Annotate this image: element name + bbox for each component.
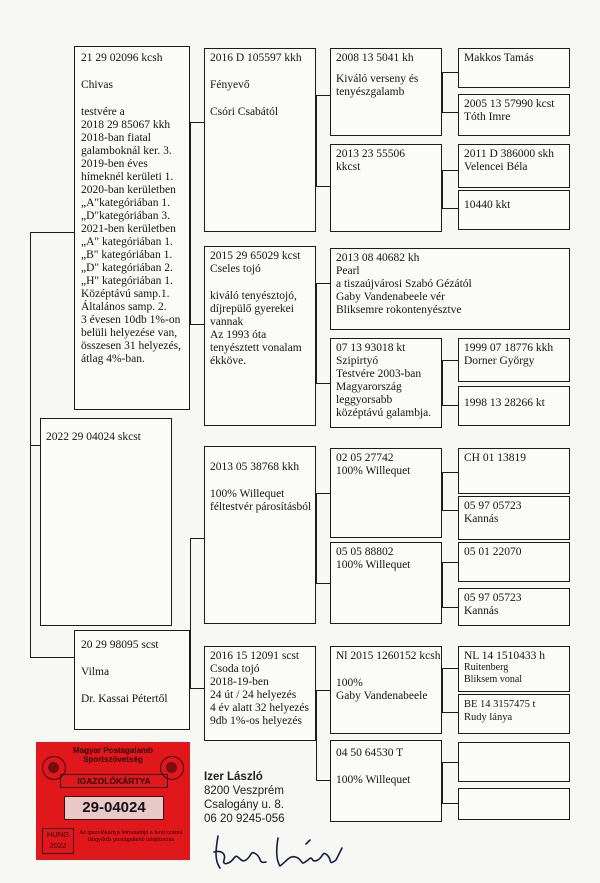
sds-note: Gaby Vandenabeele vér xyxy=(336,291,445,303)
dam-sire-box xyxy=(204,446,316,624)
sire-note: 3 évesen 10db 1%-on xyxy=(81,314,181,326)
g5-dsss-box xyxy=(458,448,570,494)
owner-name: Izer László xyxy=(204,771,263,783)
owner-street: Csalogány u. 8. xyxy=(204,799,284,811)
g5-line: 2011 D 386000 skh xyxy=(464,148,554,160)
dam-dam-note: 24 út / 24 helyezés xyxy=(210,689,297,701)
g5-line: NL 14 1510433 h xyxy=(464,650,546,662)
dsd-ring-number: 05 05 88802 xyxy=(336,546,394,558)
dam-sire-note: 100% Willequet xyxy=(210,488,285,500)
dss-ring-number: 02 05 27742 xyxy=(336,452,394,464)
sire-sire-box xyxy=(204,48,316,232)
dds-box xyxy=(330,646,442,734)
sire-ring-number: 21 29 02096 kcsh xyxy=(81,52,163,64)
dam-sire-note: féltestvér párosításból xyxy=(210,501,312,513)
owner-address xyxy=(204,770,285,826)
sire-dam-name: Cseles tojó xyxy=(210,263,261,275)
g5-line: Kannás xyxy=(464,513,499,525)
card-federation-title: Magyar Postagalamb Sportszövetség xyxy=(72,746,154,764)
sire-dam-box xyxy=(204,246,316,426)
ssd-box xyxy=(330,144,442,232)
sire-note: 2020-ban kerületben xyxy=(81,184,176,196)
dds-note: Gaby Vandenabeele xyxy=(336,690,428,702)
sire-note: 2019-ben éves xyxy=(81,158,148,170)
g5-line: Kannás xyxy=(464,605,499,617)
dam-dam-box xyxy=(204,646,316,741)
sire-dam-note: tenyésztett vonalam xyxy=(210,342,302,354)
sss-note: tenyészgalamb xyxy=(336,86,405,98)
dsd-box xyxy=(330,542,442,624)
sdd-box xyxy=(330,338,442,428)
sds-ring-number: 2013 08 40682 kh xyxy=(336,252,420,264)
sire-note: „A" kategóriában 1. xyxy=(81,236,173,248)
sire-sire-ring-number: 2016 D 105597 kkh xyxy=(210,52,302,64)
dds-ring-number: Nl 2015 1260152 kcsh xyxy=(336,650,441,662)
sire-dam-note: Az 1993 óta xyxy=(210,329,267,341)
dam-box xyxy=(74,630,190,730)
card-country-year xyxy=(42,828,74,854)
ddd-note: 100% Willequet xyxy=(336,774,411,786)
dam-dam-note: Csoda tojó xyxy=(210,663,260,675)
dsd-note: 100% Willequet xyxy=(336,559,411,571)
sdd-note: középtávú galambja. xyxy=(336,407,432,419)
g5-line: Bliksem vonal xyxy=(464,674,523,685)
g5-line: Makkos Tamás xyxy=(464,52,534,64)
g5-line: BE 14 3157475 t xyxy=(464,699,536,710)
sire-dam-note: ékköve. xyxy=(210,355,247,367)
sire-box xyxy=(74,46,190,410)
g5-ddss-box xyxy=(458,646,570,692)
g5-dssd-box xyxy=(458,496,570,540)
sire-note: 2021-ben kerületben xyxy=(81,223,176,235)
g5-line: 1999 07 18776 kkh xyxy=(464,342,554,354)
ssd-ring-number: 2013 23 55506 xyxy=(336,148,405,160)
dam-dam-note: 4 év alatt 32 helyezés xyxy=(210,702,309,714)
sire-note: testvére a xyxy=(81,106,125,118)
card-band-label: IGAZOLÓKÁRTYA xyxy=(60,774,168,788)
sss-note: Kiváló verseny és xyxy=(336,73,419,85)
g5-line: 1998 13 28266 kt xyxy=(464,397,545,409)
sire-note: belüli helyezése van, xyxy=(81,327,178,339)
dam-sire-ring-number: 2013 05 38768 kkh xyxy=(210,461,300,473)
g5-sssd-box xyxy=(458,94,570,136)
g5-ddsd-box xyxy=(458,694,570,734)
g5-line: Rudy lánya xyxy=(464,712,513,723)
ssd-note: kkcst xyxy=(336,161,361,173)
sire-note: hímeknél kerületi 1. xyxy=(81,171,174,183)
g5-line: 05 01 22070 xyxy=(464,546,522,558)
g5-ssdd-box xyxy=(458,190,570,230)
card-year: 2022 xyxy=(49,841,67,850)
g5-line: 05 97 05723 xyxy=(464,592,522,604)
card-ownership-note: Az igazolókártya felmutatója a fenti számú lábgyűrűs postagalamb tulajdonosa xyxy=(79,830,183,843)
sire-note: „D"kategóriában 3. xyxy=(81,210,170,222)
sire-note: „H" kategóriában 1. xyxy=(81,275,173,287)
g5-ssss-box xyxy=(458,48,570,88)
g5-line: 2005 13 57990 kcst xyxy=(464,98,555,110)
sire-dam-note: vannak xyxy=(210,316,244,328)
card-country: HUNG xyxy=(46,830,70,839)
g5-line: 05 97 05723 xyxy=(464,500,522,512)
sire-name: Chivas xyxy=(81,79,113,91)
g5-line: Ruitenberg xyxy=(464,662,509,673)
g5-line: 10440 kkt xyxy=(464,199,511,211)
sire-note: Középtávú samp.1. xyxy=(81,288,170,300)
owner-signature xyxy=(210,830,360,874)
dss-box xyxy=(330,448,442,538)
sdd-note: Szipirtyó xyxy=(336,355,379,367)
sds-note: Bliksemre rokontenyésztve xyxy=(336,304,462,316)
g5-dsds-box xyxy=(458,542,570,582)
sds-note: a tiszaújvárosi Szabó Gézától xyxy=(336,278,472,290)
owner-phone: 06 20 9245-056 xyxy=(204,813,285,825)
sire-note: „D" kategóriában 2. xyxy=(81,262,173,274)
g5-ddds-box xyxy=(458,742,570,782)
ddd-ring-number: 04 50 64530 T xyxy=(336,747,404,759)
g5-sdds-box xyxy=(458,338,570,382)
card-ring-number: 29-04024 xyxy=(64,796,164,820)
g5-line: Dorner György xyxy=(464,355,535,367)
sire-note: galamboknál ker. 3. xyxy=(81,145,172,157)
sdd-ring-number: 07 13 93018 kt xyxy=(336,342,406,354)
subject-pigeon-box xyxy=(40,418,172,626)
dam-dam-note: 2018-19-ben xyxy=(210,676,269,688)
g5-dsdd-box xyxy=(458,588,570,626)
sire-dam-note: díjrepülő gyerekei xyxy=(210,303,294,315)
sire-sire-breeder: Csóri Csabától xyxy=(210,106,279,118)
dam-breeder: Dr. Kassai Pétertől xyxy=(81,693,168,705)
sire-note: 2018 29 85067 kkh xyxy=(81,119,171,131)
sss-box xyxy=(330,48,442,136)
g5-line: Tóth Imre xyxy=(464,111,511,123)
g5-dddd-box xyxy=(458,788,570,820)
dam-dam-ring-number: 2016 15 12091 scst xyxy=(210,650,300,662)
g5-line: CH 01 13819 xyxy=(464,452,526,464)
owner-city: 8200 Veszprém xyxy=(204,785,284,797)
sdd-note: Magyarország xyxy=(336,381,402,393)
sire-note: átlag 4%-ban. xyxy=(81,353,145,365)
sire-note: „B" kategóriában 1. xyxy=(81,249,173,261)
sire-dam-ring-number: 2015 29 65029 kcst xyxy=(210,250,301,262)
sdd-note: Testvére 2003-ban xyxy=(336,368,422,380)
sire-dam-note: kiváló tenyésztojó, xyxy=(210,290,297,302)
sire-note: „A"kategóriában 1. xyxy=(81,197,170,209)
ddd-box xyxy=(330,740,442,822)
dam-name: Vilma xyxy=(81,666,110,678)
dds-note: 100% xyxy=(336,677,363,689)
dam-ring-number: 20 29 98095 scst xyxy=(81,639,159,651)
sds-box xyxy=(330,248,570,330)
subject-ring-number: 2022 29 04024 skcst xyxy=(46,431,141,443)
sire-note: Általános samp. 2. xyxy=(81,301,167,313)
g5-sddd-box xyxy=(458,386,570,426)
sdd-note: leggyorsabb xyxy=(336,394,393,406)
dam-dam-note: 9db 1%-os helyezés xyxy=(210,715,302,727)
sire-note: 2018-ban fiatal xyxy=(81,132,151,144)
pigeon-id-card xyxy=(36,742,190,860)
sire-note: összesen 31 helyezés, xyxy=(81,340,181,352)
sire-sire-name: Fényevő xyxy=(210,79,250,91)
sss-ring-number: 2008 13 5041 kh xyxy=(336,52,414,64)
sds-note: Pearl xyxy=(336,265,360,277)
g5-line: Velencei Béla xyxy=(464,161,528,173)
g5-ssds-box xyxy=(458,144,570,188)
dss-note: 100% Willequet xyxy=(336,465,411,477)
